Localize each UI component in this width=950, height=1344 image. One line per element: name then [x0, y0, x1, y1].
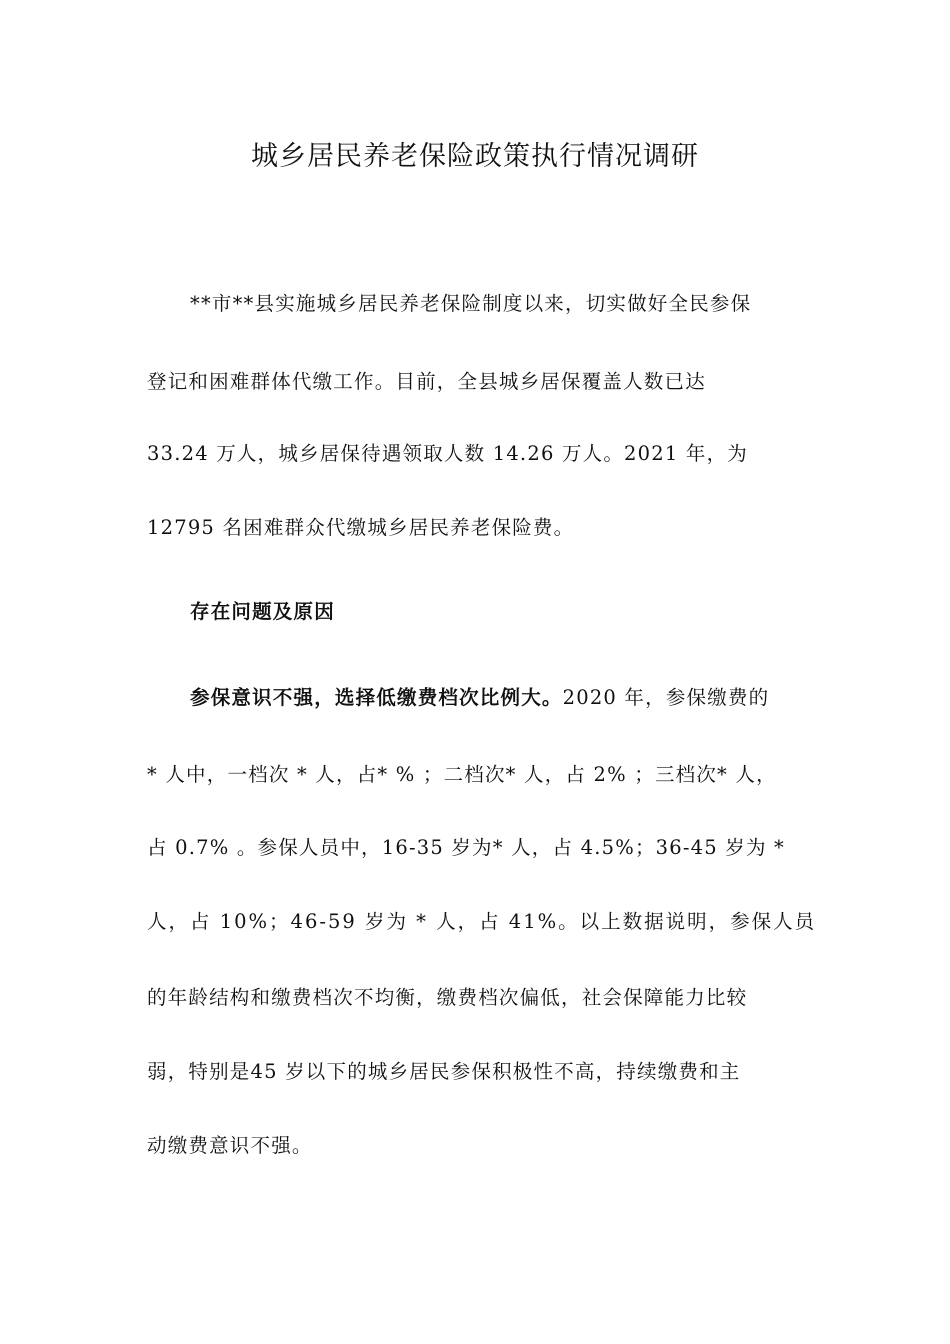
- paragraph-line: 12795 名困难群众代缴城乡居民养老保险费。: [147, 516, 575, 539]
- paragraph-line: 动缴费意识不强。: [147, 1134, 313, 1157]
- paragraph-line: 登记和困难群体代缴工作。目前，全县城乡居保覆盖人数已达: [147, 370, 706, 393]
- paragraph-line: 的年龄结构和缴费档次不均衡，缴费档次偏低，社会保障能力比较: [147, 986, 748, 1009]
- paragraph-line-rest: 2020 年，参保缴费的: [562, 686, 770, 709]
- section-heading: 存在问题及原因: [190, 600, 335, 623]
- paragraph-line: **市**县实施城乡居民养老保险制度以来，切实做好全民参保: [190, 292, 752, 315]
- document-title: 城乡居民养老保险政策执行情况调研: [251, 141, 699, 172]
- paragraph-line: * 人中，一档次 * 人，占* % ；二档次* 人，占 2% ；三档次* 人，: [147, 763, 777, 786]
- paragraph-line: 占 0.7% 。参保人员中，16-35 岁为* 人，占 4.5%；36-45 岁为 *: [147, 836, 785, 859]
- paragraph-line: 弱，特别是45 岁以下的城乡居民参保积极性不高，持续缴费和主: [147, 1060, 741, 1083]
- paragraph-line: [190, 682, 769, 710]
- paragraph-line: 人，占 10%；46-59 岁为 * 人，占 41%。以上数据说明，参保人员: [147, 910, 817, 933]
- paragraph-line: 33.24 万人，城乡居保待遇领取人数 14.26 万人。2021 年，为: [147, 442, 748, 465]
- paragraph-lead-bold: 参保意识不强，选择低缴费档次比例大。: [190, 686, 563, 709]
